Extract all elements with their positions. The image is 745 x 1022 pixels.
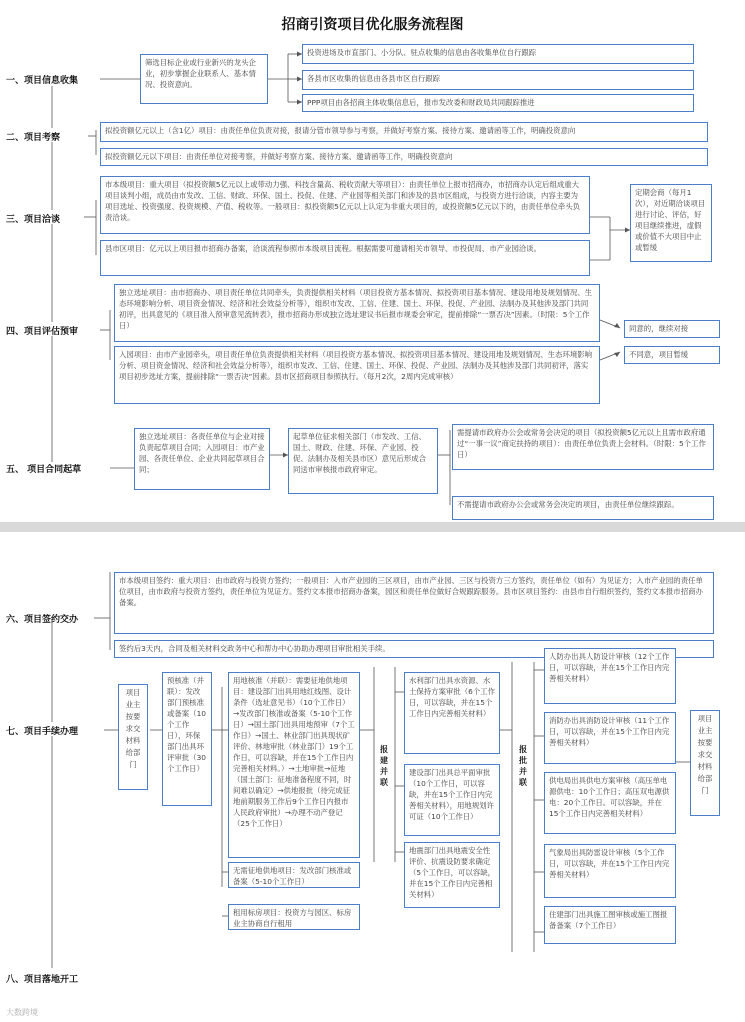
stage-8-label: 八、项目落地开工: [6, 975, 79, 985]
s3-county-project: 县市区项目：亿元以上项目报市招商办备案，洽谈流程参照市本级项目流程。根据需要可邀请相关市领导、市投促局、市产业园洽谈。: [100, 240, 590, 276]
s4-agree: 同意的，继续对接: [624, 320, 720, 338]
s5-review-contract: 起草单位征求相关部门（市发改、工信、国土、财政、住建、环保、产业园、投促、法制办及相关县市区）意见后形成合同送市审核报市政府审定。: [288, 428, 438, 494]
s4-disagree: 不同意，项目暂缓: [624, 346, 720, 364]
stage-7-label: 七、项目手续办理: [6, 727, 79, 737]
s7-construction-drawing: 住建部门出具施工图审核或施工图报备备案（7个工作日）: [544, 906, 676, 944]
s7-fire-protection: 消防办出具消防设计审核（11个工作日，可以容缺，并在15个工作日内完善相关材料）: [544, 712, 676, 764]
s7-seismic-approval: 地震部门出具地震安全性评价、抗震设防要求确定（5个工作日，可以容缺，并在15个工作日内完善相关材料）: [404, 842, 500, 908]
stage-6-label: 六、项目签约交办: [6, 615, 79, 625]
s5-draft-contract: 独立选址项目：各责任单位与企业对接负责起草项目合同；入园项目：市产业园、各责任单位、企业共同起草项目合同；: [134, 428, 270, 490]
s7-civil-defense: 人防办出具人防设计审核（12个工作日，可以容缺，并在15个工作日内完善相关材料）: [544, 648, 676, 704]
s7-no-land: 无需征地供地项目：发改部门核准或备案（5-10个工作日）: [228, 862, 360, 888]
s7-rent-building: 租用标房项目：投资方与园区、标房业主协商自行租用: [228, 904, 360, 930]
s4-independent-site: 独立选址项目：由市招商办、项目责任单位共同牵头，负责提供相关材料（项目投资方基本情况、拟投资项目基本情况、建设用地及规划情况、生态环境影响分析、项目资金情况、经济和社会效益分析等），组织市发改、工信、住建、国土、环保、投促、产业园、法制办及其他涉及部门共同初评，出具意见的《项目准入预审意见流转表》，报市招商办形成独立选址建议书后报市规委会审定，提前排除“一票否决”因素。（时限：5个工作日）: [114, 284, 600, 342]
s7-plan-approval: 建设部门出具总平面审批（10个工作日，可以容缺，并在15个工作日内完善相关材料），用地规划许可证（10个工作日）: [404, 764, 500, 836]
s7-land-approval: 用地核准（并联）：需要征地供地项目：建设部门出具用地红线图、设计条件（选址意见书）（10个工作日）→发改部门核准或备案（5-10个工作日）→国土部门出具用地预审（7个工作日）→国土、林业部门出具现状矿评价、林地审批（林业部门）19个工作日，可以容缺，并在15个工作日内完善相关材料。）→土地审批→征地（国土部门：征地准备程度不同，时间难以确定）→供地报批（待完成征地前期服务工作后9个工作日内报市人民政府审批）→办理不动产登记（25个工作日）: [228, 672, 360, 858]
stage-3-label: 三、项目洽谈: [6, 215, 61, 225]
s2-small-investment: 拟投资额亿元以下项目：由责任单位对接考察，并做好考察方案、接待方案、邀请函等工作，明确投资意向: [100, 148, 708, 166]
s1-target-box: 筛选目标企业或行业新兴的龙头企业，初步掌握企业联系人、基本情况、投资意向。: [140, 54, 268, 104]
s3-regular-consult: 定期会商（每月1次），对近期洽谈项目进行讨论、评估，好项目继续推进，虚假或价值不大项目中止或暂缓: [630, 184, 712, 262]
s1-route-2: 各县市区收集的信息由各县市区自行跟踪: [302, 70, 694, 90]
s6-signing: 市本级项目签约：重大项目：由市政府与投资方签约；一般项目：入市产业园的三区项目，由市产业园、三区与投资方三方签约，责任单位（如有）为见证方；入市产业园的责任单位项目，由市政府与投资方签约，责任单位为见证方。签约文本报市招商办备案，园区和责任单位做好合规跟踪服务。县市区项目签约：由县市自行组织签约，签约文本报市招商办备案。: [114, 572, 714, 634]
s4-park-entry: 入园项目：由市产业园牵头，项目责任单位负责提供相关材料（项目投资方基本情况、拟投资项目基本情况、建设用地及规划情况、生态环境影响分析、项目资金情况、经济和社会效益分析等），组织市发改、工信、住建、国土、环保、投促、产业园、法制办及其他涉及部门共同初评，落实项目初步选址方案，提前排除“一票否决”因素。县市区招商项目参照执行。（每月2次，2周内完成审核）: [114, 346, 600, 404]
stage-5-label: 五、 项目合同起草: [6, 465, 82, 475]
footer-watermark: 大数跨境: [6, 1008, 38, 1017]
s7-owner-submit-right: 项目业主按要求交材料给部门: [690, 710, 720, 816]
s5-no-meeting: 不需提请市政府办公会或常务会决定的项目，由责任单位继续跟踪。: [452, 496, 714, 520]
stage-2-label: 二、项目考察: [6, 133, 61, 143]
s5-gov-meeting: 需提请市政府办公会或常务会决定的项目（拟投资额5亿元以上且需市政府通过“一事一议”商定扶持的项目）：由责任单位负责上会材料。（时限：5个工作日）: [452, 424, 714, 470]
s7-owner-submit-left: 项目业主按要求交材料给部门: [118, 684, 148, 790]
stage-1-label: 一、项目信息收集: [6, 76, 79, 86]
s3-city-project: 市本级项目：重大项目（拟投资额5亿元以上或带动力强、科技含量高、税收贡献大等项目）：由责任单位上报市招商办，市招商办认定后组成重大项目谈判小组，成员由市发改、工信、财政、环保、国土、投促、住建、产业园等相关部门和涉及的县市区组成，与投资方进行洽谈，内容主要为项目选址、投资强度、投资规模、产值、税收等。一般项目：拟投资额5亿元以上认定为非重大项目的，或投资额5亿元以下的，由责任单位牵头负责洽谈。: [100, 176, 590, 234]
s7-water-approval: 水利部门出具水资源、水土保持方案审批（6个工作日，可以容缺，并在15个工作日内完善相关材料）: [404, 672, 500, 754]
s1-route-1: 投资进场及市直部门、小分队、驻点收集的信息由各收集单位自行跟踪: [302, 44, 694, 64]
s6-handover: 签约后3天内，合同及相关材料交政务中心和帮办中心协助办理项目审批相关手续。: [114, 640, 714, 658]
s7-parallel-approve: 报批并联: [519, 745, 527, 787]
s2-large-investment: 拟投资额亿元以上（含1亿）项目：由责任单位负责对接，报请分管市领导参与考察，并做好考察方案、接待方案、邀请函等工作，明确投资意向: [100, 122, 708, 142]
stage-4-label: 四、项目评估预审: [6, 327, 79, 337]
s1-route-3: PPP项目由各招商主体收集信息后，报市发改委和财政局共同跟踪推进: [302, 94, 694, 112]
s7-lightning: 气象局出具防雷设计审核（5个工作日，可以容缺，并在15个工作日内完善相关材料）: [544, 844, 676, 898]
s7-power-supply: 供电局出具供电方案审核（高压单电源供电：10个工作日；高压双电源供电：20个工作日。可以容缺，并在15个工作日内完善相关材料）: [544, 772, 676, 834]
flowchart-page-2: [0, 532, 745, 1022]
s7-parallel-build: 报建并联: [380, 745, 388, 787]
page-divider: [0, 522, 745, 532]
s7-pre-approval: 预核准（并联）：发改部门预核准或备案（10个工作日），环保部门出具环评审批（30个工作日）: [162, 672, 212, 806]
page-title: 招商引资项目优化服务流程图: [281, 17, 464, 33]
